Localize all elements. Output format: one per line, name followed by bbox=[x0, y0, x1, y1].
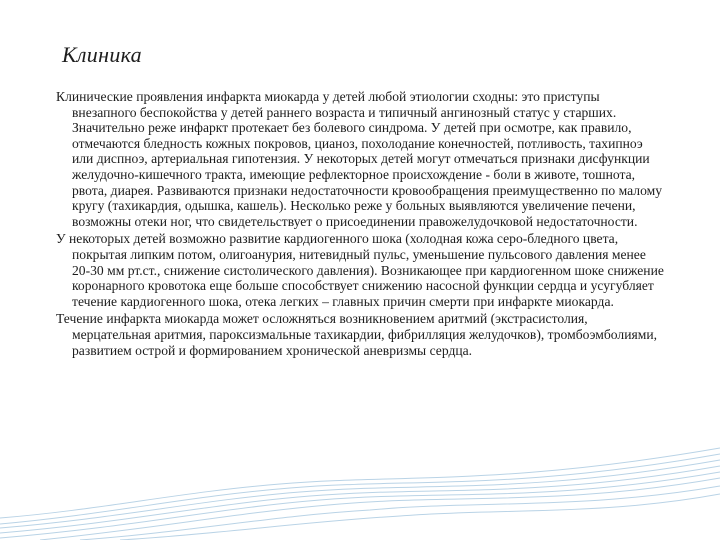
paragraph-complications: Течение инфаркта миокарда может осложняться возникновением аритмий (экстрасистолия, мерцательная аритмия, пароксизмальные тахикардии, фибрилляция желудочков), тромбоэмболиями, развитием острой и формированием хронической аневризмы сердца. bbox=[56, 311, 658, 358]
paragraph-cardiogenic-shock: У некоторых детей возможно развитие кардиогенного шока (холодная кожа серо-бледного цвета, покрытая липким потом, олигоанурия, нитевидный пульс, уменьшение пульсового давления менее 20-30 мм рт.ст., снижение систолического давления). Возникающее при кардиогенном шоке снижение коронарного кровотока еще больше способствует снижению насосной функции сердца и усугубляет течение кардиогенного шока, отека легких – главных причин смерти при инфаркте миокарда. bbox=[56, 231, 664, 309]
decorative-wave-lines bbox=[0, 400, 720, 540]
slide-title: Клиника bbox=[62, 42, 142, 67]
slide-body bbox=[56, 89, 666, 360]
paragraph-clinical-signs: Клинические проявления инфаркта миокарда у детей любой этиологии сходны: это приступы внезапного беспокойства у детей раннего возраста и типичный ангинозный статус у старших. Значительно реже инфаркт протекает без болевого синдрома. У детей при осмотре, как правило, отмечаются бледность кожных покровов, цианоз, похолодание конечностей, потливость, тахипноэ или диспноэ, артериальная гипотензия. У некоторых детей могут отмечаться признаки дисфункции желудочно-кишечного тракта, имеющие рефлекторное происхождение - боли в животе, тошнота, рвота, диарея. Развиваются признаки недостаточности кровообращения преимущественно по малому кругу (тахикардия, одышка, кашель). Несколько реже у больных выявляются увеличение печени, возможны отеки ног, что свидетельствует о присоединении правожелудочковой недостаточности. bbox=[56, 89, 663, 229]
